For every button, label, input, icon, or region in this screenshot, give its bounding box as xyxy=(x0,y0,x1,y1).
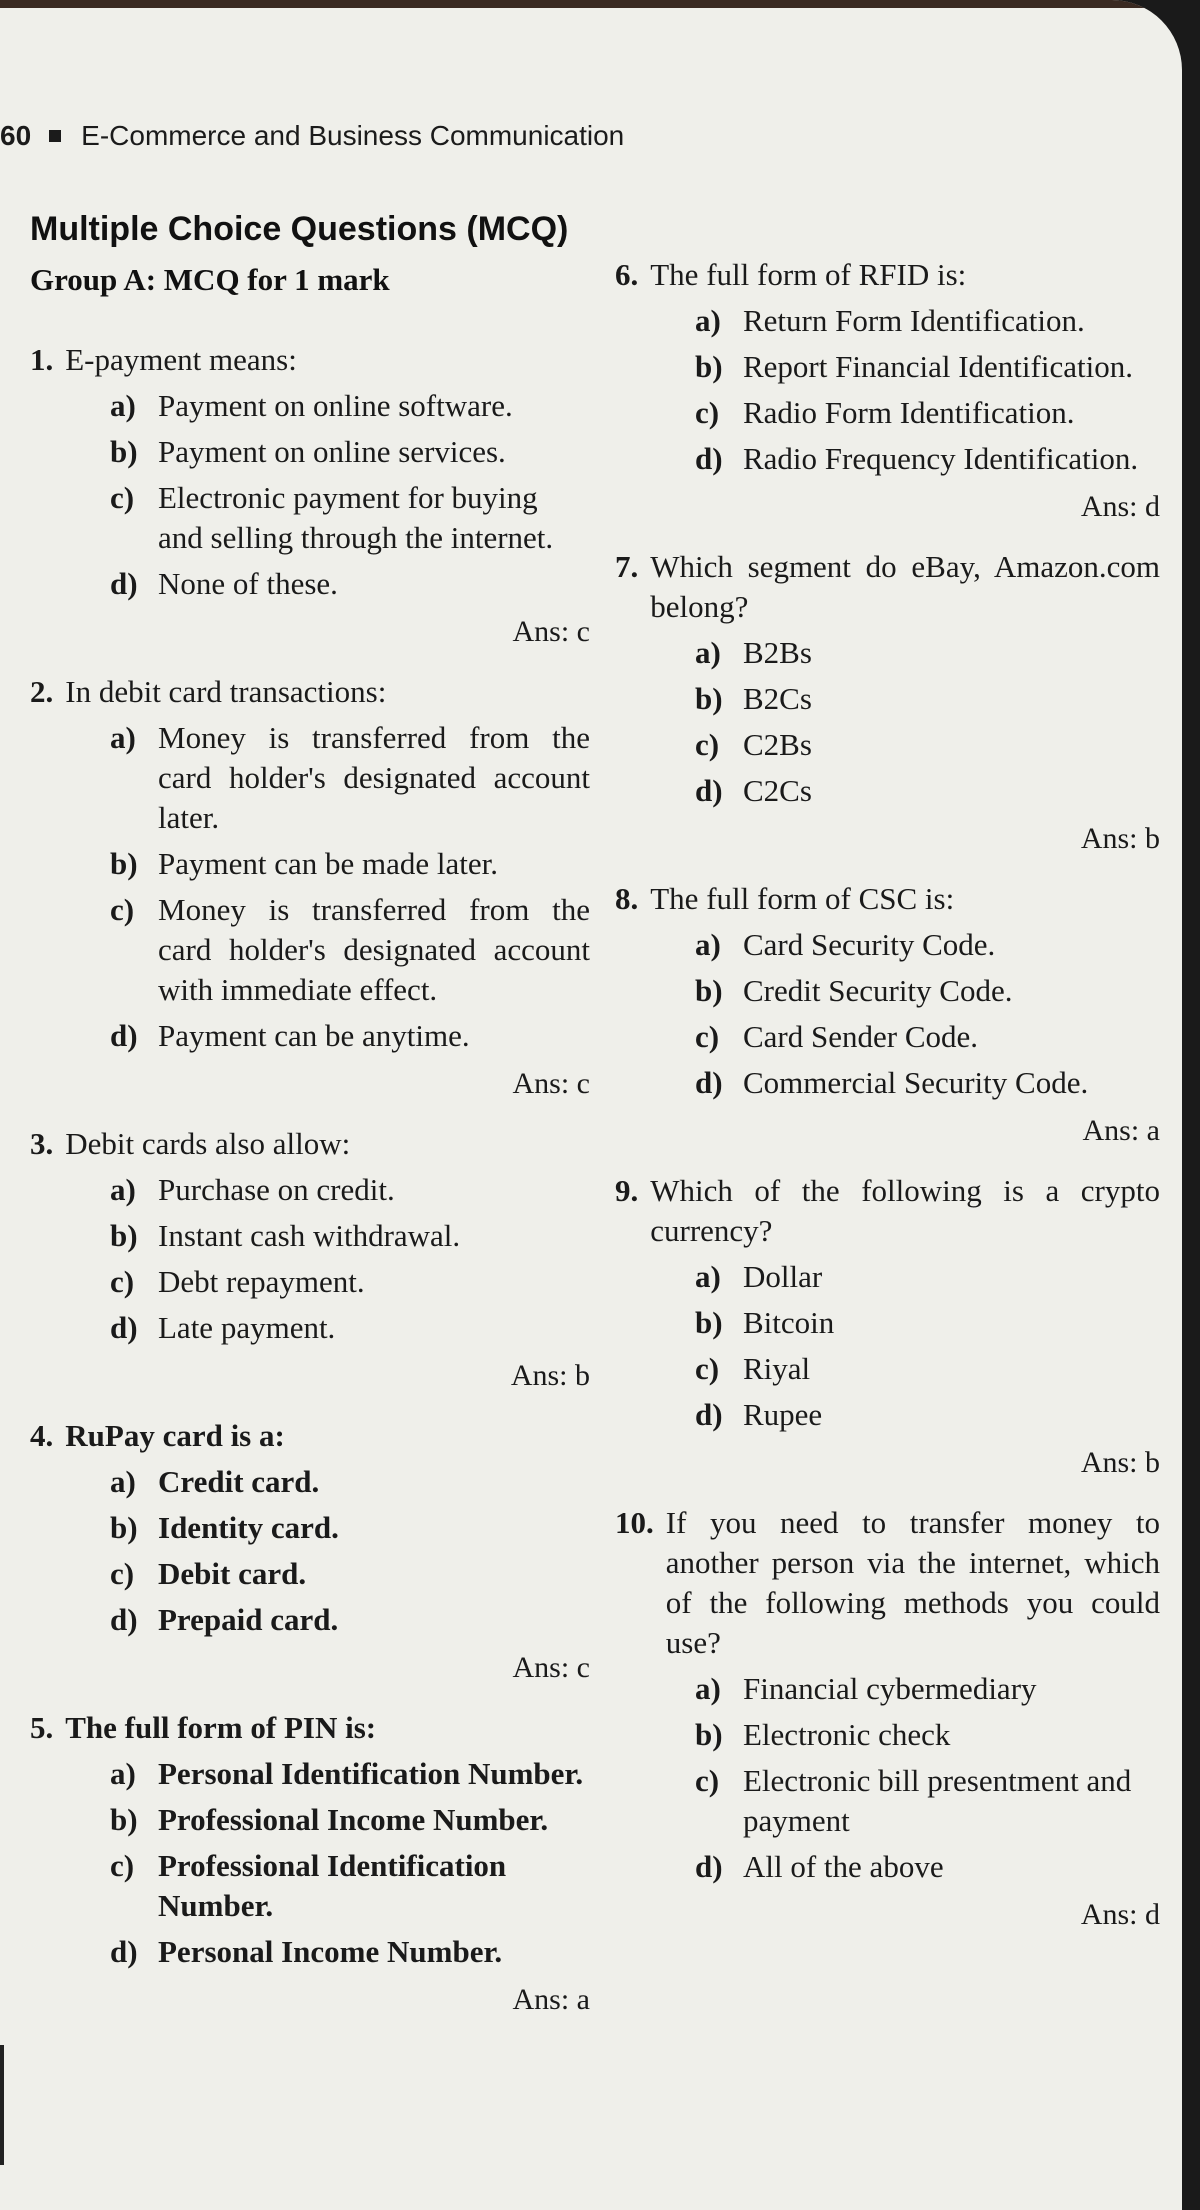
question-number: 8. xyxy=(615,881,639,916)
option-a: a) Financial cybermediary xyxy=(695,1671,1037,1706)
option-d: d) Rupee xyxy=(695,1397,823,1432)
answer: Ans: c xyxy=(512,1067,590,1100)
answer: Ans: b xyxy=(1080,1446,1160,1479)
question-text: Which of the following is a crypto currency? xyxy=(650,1173,1160,1248)
option-a: a) Return Form Identification. xyxy=(695,303,1085,338)
question-text: RuPay card is a: xyxy=(65,1418,285,1453)
option-b: b) Bitcoin xyxy=(695,1305,835,1340)
option-d: d) Payment can be anytime. xyxy=(110,1018,470,1053)
running-header xyxy=(0,120,624,152)
question-number: 3. xyxy=(30,1126,54,1161)
option-c: c) C2Bs xyxy=(695,727,812,762)
option-d: d) Personal Income Number. xyxy=(110,1934,503,1969)
answer: Ans: b xyxy=(1080,822,1160,855)
question-text: The full form of RFID is: xyxy=(650,257,967,292)
question-text: E-payment means: xyxy=(65,342,297,377)
option-a: a) B2Bs xyxy=(695,635,812,670)
option-d: d) Late payment. xyxy=(110,1310,336,1345)
option-b: b) Electronic check xyxy=(695,1717,951,1752)
option-c: c) Card Sender Code. xyxy=(695,1019,979,1054)
question-number: 6. xyxy=(615,257,639,292)
page-number: 60 xyxy=(0,120,32,151)
option-b: b) Payment on online services. xyxy=(110,434,506,469)
question-text: The full form of PIN is: xyxy=(65,1710,377,1745)
option-a: a) Money is transferred from the card holder's designated account later. xyxy=(110,720,590,835)
section-title: Multiple Choice Questions (MCQ) xyxy=(30,210,569,248)
answer: Ans: a xyxy=(512,1983,590,2016)
option-a: a) Credit card. xyxy=(110,1464,320,1499)
option-a: a) Purchase on credit. xyxy=(110,1172,395,1207)
option-d: d) Radio Frequency Identification. xyxy=(695,441,1139,476)
option-d: d) All of the above xyxy=(695,1849,944,1884)
question-number: 5. xyxy=(30,1710,54,1745)
question-10 xyxy=(615,1503,1160,1935)
option-c: c) Electronic bill presentment and payment xyxy=(695,1763,1132,1838)
question-text: In debit card transactions: xyxy=(65,674,387,709)
option-d: d) Prepaid card. xyxy=(110,1602,339,1637)
option-a: a) Dollar xyxy=(695,1259,823,1294)
option-c: c) Radio Form Identification. xyxy=(695,395,1075,430)
option-c: c) Debt repayment. xyxy=(110,1264,365,1299)
answer: Ans: a xyxy=(1082,1114,1160,1147)
question-number: 2. xyxy=(30,674,54,709)
question-number: 10. xyxy=(615,1505,654,1540)
question-5 xyxy=(30,1708,590,2020)
option-c: c) Money is transferred from the card holder's designated account with immediate effect. xyxy=(110,892,590,1007)
margin-rule xyxy=(0,2045,4,2165)
option-d: d) Commercial Security Code. xyxy=(695,1065,1089,1100)
question-6 xyxy=(615,255,1160,527)
question-number: 1. xyxy=(30,342,54,377)
question-8 xyxy=(615,879,1160,1151)
question-2 xyxy=(30,672,590,1104)
group-title: Group A: MCQ for 1 mark xyxy=(30,262,390,297)
option-c: c) Riyal xyxy=(695,1351,811,1386)
square-bullet-icon xyxy=(49,130,61,142)
question-9 xyxy=(615,1171,1160,1483)
question-text: If you need to transfer money to another person via the internet, which of the following methods you could use? xyxy=(665,1505,1160,1660)
answer: Ans: d xyxy=(1080,1898,1160,1931)
question-number: 7. xyxy=(615,549,639,584)
option-c: c) Electronic payment for buying and selling through the internet. xyxy=(110,480,554,555)
book-title: E-Commerce and Business Communication xyxy=(81,120,625,151)
question-1 xyxy=(30,340,590,652)
option-a: a) Card Security Code. xyxy=(695,927,996,962)
option-c: c) Debit card. xyxy=(110,1556,307,1591)
answer: Ans: c xyxy=(512,615,590,648)
question-7 xyxy=(615,547,1160,859)
answer: Ans: c xyxy=(512,1651,590,1684)
question-number: 9. xyxy=(615,1173,639,1208)
left-column xyxy=(30,340,590,2040)
option-b: b) Payment can be made later. xyxy=(110,846,499,881)
option-b: b) B2Cs xyxy=(695,681,812,716)
option-d: d) C2Cs xyxy=(695,773,812,808)
option-a: a) Personal Identification Number. xyxy=(110,1756,584,1791)
question-text: Debit cards also allow: xyxy=(65,1126,351,1161)
option-b: b) Identity card. xyxy=(110,1510,339,1545)
option-b: b) Instant cash withdrawal. xyxy=(110,1218,461,1253)
top-edge xyxy=(0,0,1182,8)
question-text: The full form of CSC is: xyxy=(650,881,955,916)
right-column xyxy=(615,255,1160,1955)
question-text: Which segment do eBay, Amazon.com belong? xyxy=(650,549,1160,624)
option-b: b) Report Financial Identification. xyxy=(695,349,1133,384)
question-number: 4. xyxy=(30,1418,54,1453)
answer: Ans: d xyxy=(1080,490,1160,523)
option-d: d) None of these. xyxy=(110,566,338,601)
question-3 xyxy=(30,1124,590,1396)
option-b: b) Professional Income Number. xyxy=(110,1802,549,1837)
question-4 xyxy=(30,1416,590,1688)
answer: Ans: b xyxy=(510,1359,590,1392)
option-c: c) Professional Identification Number. xyxy=(110,1848,507,1923)
option-b: b) Credit Security Code. xyxy=(695,973,1013,1008)
option-a: a) Payment on online software. xyxy=(110,388,513,423)
